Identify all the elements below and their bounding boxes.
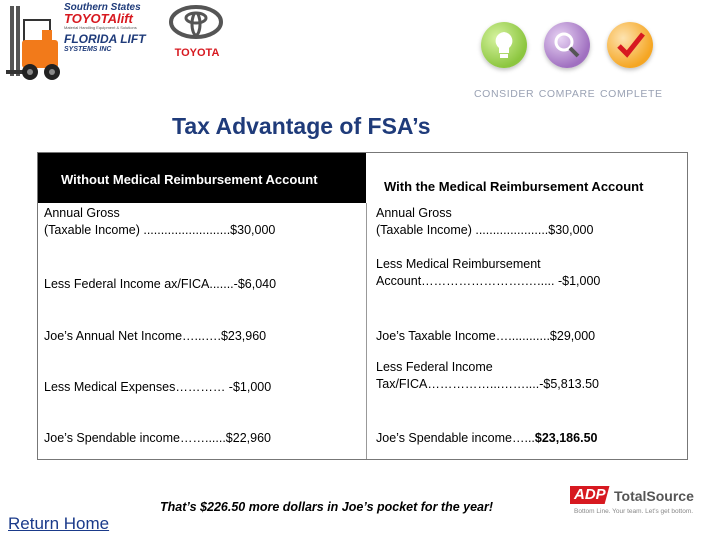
dealer-logo-line2: TOYOTAlift <box>64 11 133 26</box>
adp-tagline: Bottom Line. Your team. Let's get bottom. <box>574 508 694 515</box>
comparison-table <box>37 152 688 460</box>
table-header-with-label: With the Medical Reimbursement Account <box>384 179 644 194</box>
right-row-spendable-income-value: $23,186.50 <box>534 431 598 445</box>
right-row-federal-income <box>376 359 599 393</box>
forklift-image <box>4 0 64 90</box>
left-row-federal-income-line1: Less Federal Income ax/FICA.......-$6,040 <box>44 277 277 291</box>
dealer-logo-line5: SYSTEMS INC <box>64 46 112 53</box>
toyota-logo <box>168 4 226 76</box>
table-header-without <box>38 153 366 203</box>
dealer-logo-line3: Material Handling Equipment & Solutions <box>64 25 137 30</box>
dealer-logo-line4: FLORIDA LIFT <box>64 32 146 46</box>
savings-note: That’s $226.50 more dollars in Joe’s pocket for the year! <box>160 500 494 514</box>
adp-logo-text: ADP <box>574 486 606 503</box>
dealer-logo-line1: Southern States <box>64 2 141 13</box>
page-title: Tax Advantage of FSA’s <box>172 113 431 139</box>
left-row-net-income-line1: Joe’s Annual Net Income…...….$23,960 <box>44 329 267 343</box>
left-row-annual-gross-line2: (Taxable Income) .........................$30,000 <box>44 223 276 237</box>
right-row-federal-income-line1: Less Federal Income <box>376 360 493 374</box>
step-compare <box>537 0 597 100</box>
step-consider-label: CONSIDER <box>474 88 535 100</box>
step-complete <box>600 0 663 100</box>
toyota-emblem-icon <box>168 4 224 40</box>
right-row-medical-reimbursement-line2: Account…………………….…..... -$1,000 <box>376 274 601 288</box>
right-row-annual-gross-line1: Annual Gross <box>376 206 452 220</box>
step-complete-label: COMPLETE <box>600 88 663 100</box>
return-home-link[interactable]: Return Home <box>8 514 110 533</box>
adp-logo <box>570 484 715 524</box>
left-row-annual-gross <box>44 205 275 239</box>
right-row-federal-income-line2: Tax/FICA……………...……....-$5,813.50 <box>376 377 599 391</box>
step-consider <box>474 0 534 100</box>
right-row-medical-reimbursement <box>376 256 600 290</box>
right-row-annual-gross-line2: (Taxable Income) .....................$30,000 <box>376 223 594 237</box>
step-compare-label: COMPARE <box>538 88 596 100</box>
magnifier-icon <box>544 22 590 68</box>
right-row-spendable-income-label: Joe’s Spendable income…... <box>376 431 535 445</box>
right-row-taxable-income-line1: Joe’s Taxable Income…............$29,000 <box>376 329 596 343</box>
left-row-net-income <box>44 328 266 345</box>
adp-name: TotalSource <box>614 488 694 504</box>
lightbulb-icon <box>481 22 527 68</box>
right-row-spendable-income <box>376 430 597 447</box>
left-row-medical-expenses <box>44 379 271 396</box>
dealer-logo <box>64 2 162 74</box>
left-row-annual-gross-line1: Annual Gross <box>44 206 120 220</box>
right-row-medical-reimbursement-line1: Less Medical Reimbursement <box>376 257 541 271</box>
right-row-annual-gross <box>376 205 593 239</box>
table-header-with <box>366 153 687 203</box>
checkmark-icon <box>607 22 653 68</box>
right-row-taxable-income <box>376 328 595 345</box>
table-divider <box>366 203 367 459</box>
table-header-without-label: Without Medical Reimbursement Account <box>61 172 318 187</box>
left-row-spendable-income-line1: Joe’s Spendable income……......$22,960 <box>44 431 271 445</box>
left-row-spendable-income <box>44 430 271 447</box>
left-row-medical-expenses-line1: Less Medical Expenses………… -$1,000 <box>44 380 272 394</box>
left-row-federal-income <box>44 276 276 293</box>
toyota-label: TOYOTA <box>174 47 220 59</box>
